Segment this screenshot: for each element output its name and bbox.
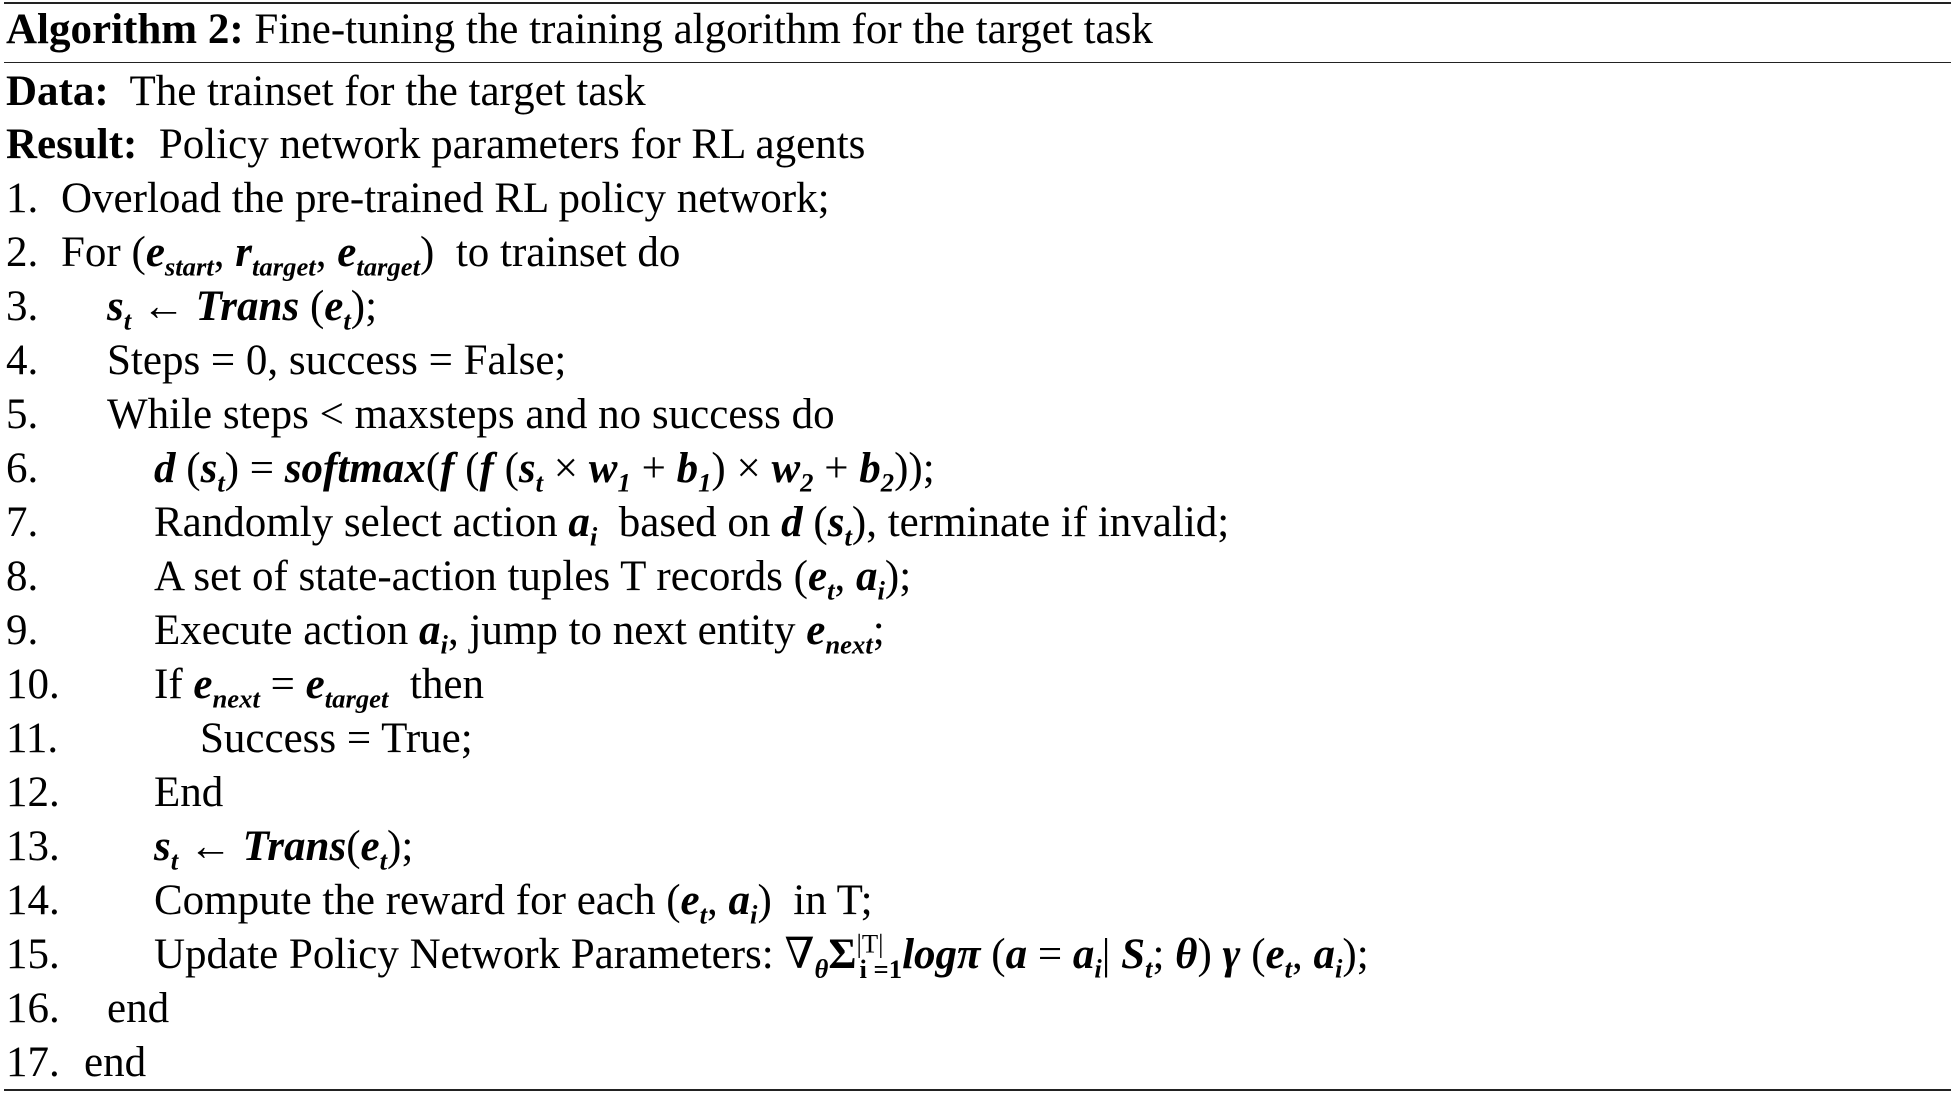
step-number: 2. (6, 229, 39, 276)
step-number: 16. (6, 985, 60, 1032)
step-number: 9. (6, 607, 39, 654)
step-number: 1. (6, 175, 39, 222)
step-text: Overload the pre-trained RL policy network; (61, 175, 830, 222)
step-formula: For ($e_{start}$, $r_{target}$, $e_{target}$) to trainset do (61, 229, 681, 282)
step-number: 11. (6, 715, 59, 762)
step-formula: If $e_{next} = e_{target}$ then (154, 661, 484, 714)
step-number: 3. (6, 283, 39, 330)
algorithm-label: Algorithm 2: (6, 6, 244, 53)
data-label: Data: (6, 68, 109, 115)
bottom-rule (4, 1089, 1951, 1091)
result-line (6, 118, 865, 172)
step-text: Success = True; (200, 715, 473, 762)
step-text: end (107, 985, 170, 1032)
step-formula: Randomly select action $a_i$ based on d $(s_t)$, terminate if invalid; (154, 499, 1230, 552)
step-formula: $s_t$ ← Trans $(e_t)$; (107, 283, 378, 336)
step-formula: $s_t$ ← $Trans(e_t)$; (154, 823, 414, 876)
step-formula: A set of state-action tuples T records ($e_t$, $a_i$); (154, 553, 912, 606)
data-line (6, 65, 646, 119)
step-number: 4. (6, 337, 39, 384)
step-number: 8. (6, 553, 39, 600)
step-number: 15. (6, 931, 60, 978)
step-formula: Execute action $a_i$, jump to next entity $e_{next}$; (154, 607, 885, 660)
result-label: Result: (6, 121, 138, 168)
step-number: 13. (6, 823, 60, 870)
step-number: 10. (6, 661, 60, 708)
step-number: 6. (6, 445, 39, 492)
step-number: 7. (6, 499, 39, 546)
step-formula: Update Policy Network Parameters: $\nabla_\theta\Sigma^{|T|}_{i =1}\log\pi$ ($a = a_i|$ $S_t$; θ) γ ($e_t$, $a_i$); (154, 928, 1369, 984)
step-text: End (154, 769, 224, 816)
step-text: While steps < maxsteps and no success do (107, 391, 835, 438)
step-text: Steps = 0, success = False; (107, 337, 567, 384)
data-text: The trainset for the target task (129, 68, 646, 115)
header-rule (4, 62, 1951, 63)
step-number: 5. (6, 391, 39, 438)
step-number: 17. (6, 1039, 60, 1086)
result-text: Policy network parameters for RL agents (158, 121, 866, 168)
step-formula: d $(s_t)$ = softmax(f (f $(s_t \times w_1 + b_1) \times w_2 + b_2$)); (154, 445, 935, 498)
step-text: end (84, 1039, 147, 1086)
algorithm-title-text: Fine-tuning the training algorithm for the target task (254, 6, 1153, 53)
step-formula: Compute the reward for each ($e_t$, $a_i$) in T; (154, 877, 873, 930)
algorithm-title (6, 4, 1153, 56)
step-number: 14. (6, 877, 60, 924)
step-number: 12. (6, 769, 60, 816)
